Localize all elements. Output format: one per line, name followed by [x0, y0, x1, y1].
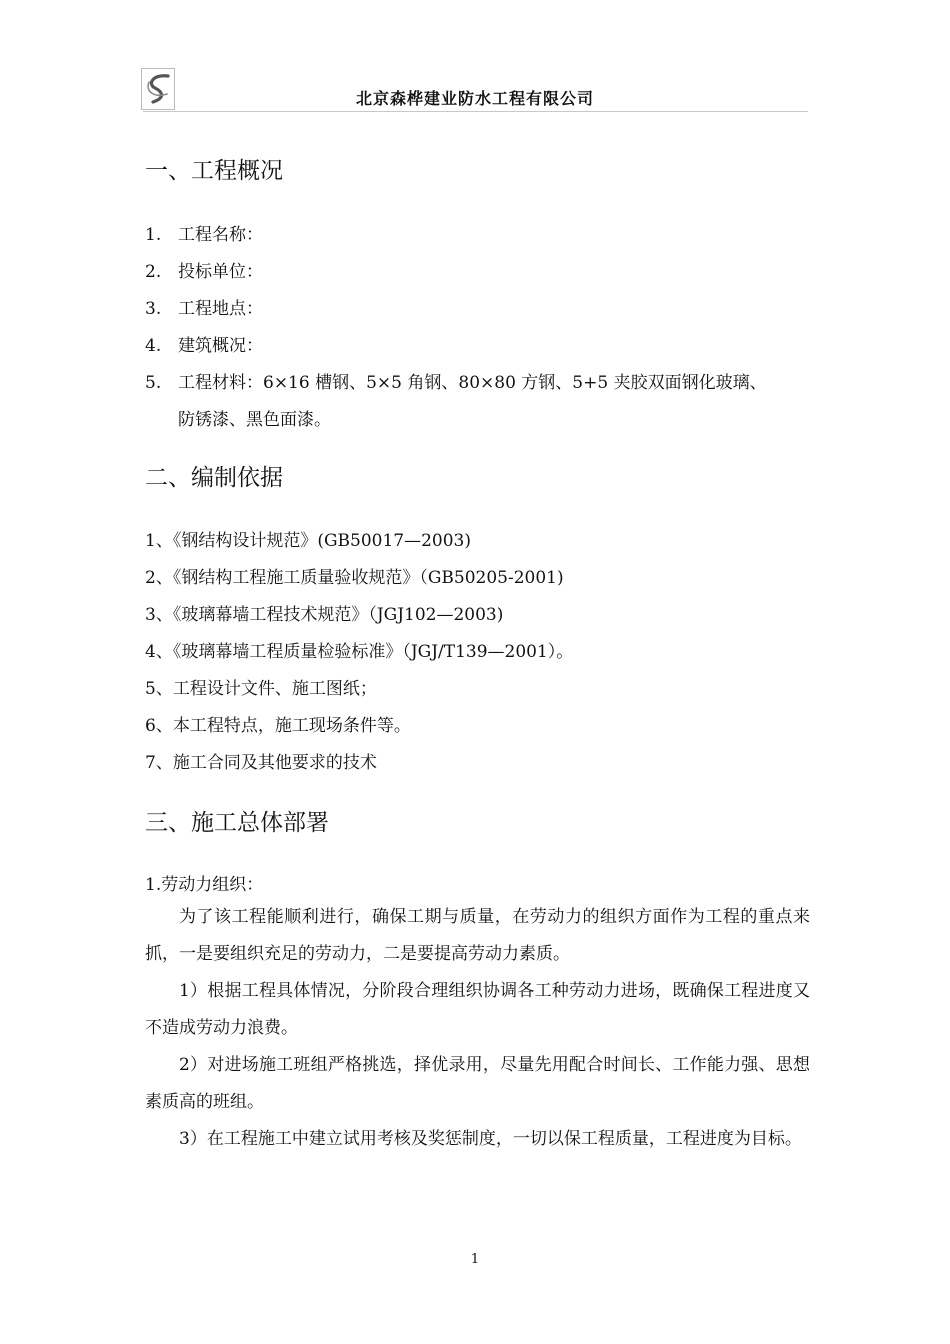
company-name: 北京森桦建业防水工程有限公司 [355, 89, 594, 108]
section-heading-deployment: 三、施工总体部署 [145, 810, 329, 836]
body-paragraph: 为了该工程能顺利进行，确保工期与质量，在劳动力的组织方面作为工程的重点来抓，一是要组织充足的劳动力，二是要提高劳动力素质。 [145, 907, 810, 964]
list-number: 1. [145, 225, 162, 245]
basis-item: 7、施工合同及其他要求的技术 [145, 753, 377, 773]
section-heading-basis: 二、编制依据 [145, 465, 283, 491]
list-text: 工程材料：6×16 槽钢、5×5 角钢、80×80 方钢、5+5 夹胶双面钢化玻璃、 [178, 373, 767, 393]
list-number: 5. [145, 373, 162, 393]
header-divider [143, 111, 808, 112]
list-text: 工程名称： [178, 225, 263, 245]
body-paragraph: 1）根据工程具体情况，分阶段合理组织协调各工种劳动力进场，既确保工程进度又不造成劳动力浪费。 [145, 981, 810, 1038]
basis-item: 5、工程设计文件、施工图纸； [145, 679, 377, 699]
subsection-heading: 1.劳动力组织： [145, 875, 264, 895]
list-item [145, 331, 263, 356]
basis-item: 6、本工程特点，施工现场条件等。 [145, 716, 411, 736]
list-text: 投标单位： [178, 262, 263, 282]
basis-item: 1、《钢结构设计规范》(GB50017—2003) [145, 531, 471, 551]
list-number: 3. [145, 299, 162, 319]
list-item [145, 368, 767, 393]
body-paragraph: 2）对进场施工班组严格挑选，择优录用，尽量先用配合时间长、工作能力强、思想素质高的班组。 [145, 1055, 810, 1112]
list-item-continuation: 防锈漆、黑色面漆。 [178, 410, 331, 430]
basis-item: 2、《钢结构工程施工质量验收规范》（GB50205-2001) [145, 568, 564, 588]
basis-item: 4、《玻璃幕墙工程质量检验标准》（JGJ/T139—2001）。 [145, 642, 574, 662]
list-item [145, 294, 263, 319]
body-paragraph: 3）在工程施工中建立试用考核及奖惩制度，一切以保工程质量，工程进度为目标。 [179, 1129, 802, 1149]
list-number: 4. [145, 336, 162, 356]
section-heading-overview: 一、工程概况 [145, 158, 283, 184]
basis-item: 3、《玻璃幕墙工程技术规范》（JGJ102—2003) [145, 605, 504, 625]
list-number: 2. [145, 262, 162, 282]
list-item [145, 257, 263, 282]
list-text: 建筑概况： [178, 336, 263, 356]
page-number: 1 [470, 1252, 480, 1267]
list-text: 工程地点： [178, 299, 263, 319]
list-item [145, 220, 263, 245]
